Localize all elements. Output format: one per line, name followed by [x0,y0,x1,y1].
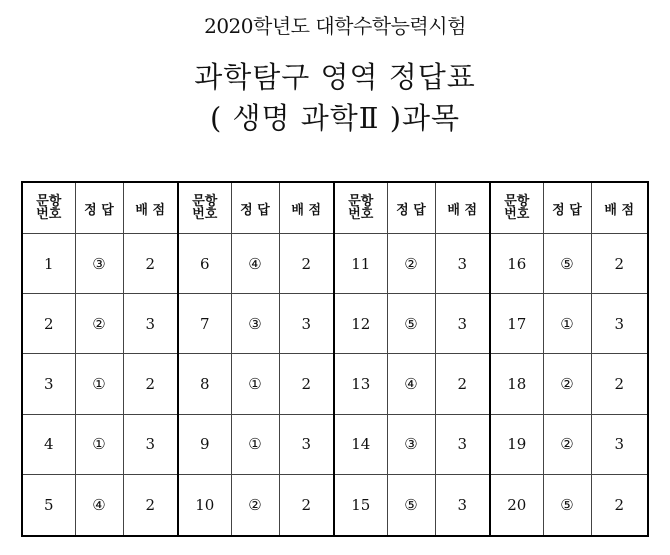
question-number: 8 [178,354,231,414]
points-cell: 2 [591,234,648,294]
question-number: 2 [22,294,75,354]
points-cell: 2 [279,354,334,414]
answer-cell: ④ [231,234,279,294]
question-number: 5 [22,474,75,536]
table-row [22,234,648,294]
points-cell: 2 [279,474,334,536]
answer-header: 정 답 [387,182,435,234]
points-cell: 2 [123,234,178,294]
answer-header: 정 답 [231,182,279,234]
answer-cell: ② [231,474,279,536]
answer-cell: ① [75,354,123,414]
question-number: 1 [22,234,75,294]
answer-cell: ⑤ [387,474,435,536]
answer-cell: ③ [231,294,279,354]
answer-key-title: 과학탐구 영역 정답표 [194,60,476,94]
points-cell: 2 [279,234,334,294]
question-number: 13 [334,354,387,414]
table-row [22,474,648,536]
answer-cell: ④ [75,474,123,536]
points-cell: 3 [435,234,490,294]
answer-cell: ① [231,354,279,414]
answer-cell: ③ [387,414,435,474]
answer-cell: ① [231,414,279,474]
question-number: 16 [490,234,543,294]
question-number-header: 문항 번호 [178,182,231,234]
answer-cell: ② [543,414,591,474]
question-number-header: 문항 번호 [22,182,75,234]
points-header: 배 점 [435,182,490,234]
points-cell: 3 [591,414,648,474]
answer-cell: ⑤ [543,474,591,536]
question-number: 3 [22,354,75,414]
table-row [22,294,648,354]
question-number: 17 [490,294,543,354]
answer-cell: ④ [387,354,435,414]
question-number: 4 [22,414,75,474]
points-cell: 2 [435,354,490,414]
points-header: 배 점 [279,182,334,234]
question-number: 7 [178,294,231,354]
points-cell: 3 [435,294,490,354]
table-row [22,414,648,474]
points-cell: 3 [123,414,178,474]
question-number: 10 [178,474,231,536]
question-number: 15 [334,474,387,536]
points-cell: 3 [123,294,178,354]
answer-cell: ② [387,234,435,294]
question-number-header: 문항 번호 [334,182,387,234]
answer-header: 정 답 [543,182,591,234]
question-number: 20 [490,474,543,536]
answer-table [21,181,649,537]
points-cell: 3 [279,414,334,474]
points-cell: 3 [435,474,490,536]
exam-title: 2020학년도 대학수학능력시험 [204,14,466,38]
answer-cell: ⑤ [387,294,435,354]
points-cell: 3 [591,294,648,354]
question-number-header: 문항 번호 [490,182,543,234]
question-number: 19 [490,414,543,474]
points-cell: 2 [123,354,178,414]
question-number: 12 [334,294,387,354]
answer-cell: ⑤ [543,234,591,294]
points-cell: 3 [279,294,334,354]
answer-cell: ② [75,294,123,354]
points-header: 배 점 [123,182,178,234]
question-number: 14 [334,414,387,474]
question-number: 18 [490,354,543,414]
points-cell: 2 [591,354,648,414]
question-number: 11 [334,234,387,294]
question-number: 9 [178,414,231,474]
points-cell: 2 [591,474,648,536]
answer-header: 정 답 [75,182,123,234]
points-cell: 3 [435,414,490,474]
subject-title: ( 생명 과학Ⅱ )과목 [209,101,461,135]
question-number: 6 [178,234,231,294]
table-row [22,354,648,414]
answer-cell: ② [543,354,591,414]
points-header: 배 점 [591,182,648,234]
table-header-row [22,182,648,234]
answer-cell: ③ [75,234,123,294]
points-cell: 2 [123,474,178,536]
answer-cell: ① [543,294,591,354]
answer-cell: ① [75,414,123,474]
